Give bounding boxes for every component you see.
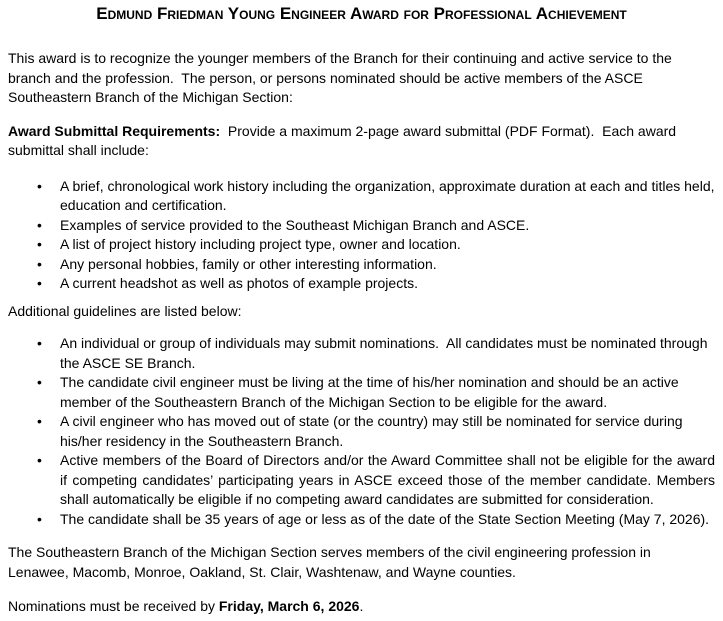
list-item: • The candidate shall be 35 years of age or less as of the date of the State Section Meeting (May 7, 2026). xyxy=(60,510,715,530)
list-item: • A list of project history including project type, owner and location. xyxy=(60,235,715,255)
list-item: • Any personal hobbies, family or other interesting information. xyxy=(60,255,715,275)
list-item: • Examples of service provided to the Southeast Michigan Branch and ASCE. xyxy=(60,216,715,236)
guidelines-intro: Additional guidelines are listed below: xyxy=(8,302,242,319)
list-item: • The candidate civil engineer must be living at the time of his/her nomination and should be an active member of the Southeastern Branch of the Michigan Section to be eligible for the award. xyxy=(60,373,715,412)
list-item: • A civil engineer who has moved out of state (or the country) may still be nominated for service during his/her residency in the Southeastern Branch. xyxy=(60,412,715,451)
intro-paragraph: This award is to recognize the younger members of the Branch for their continuing and active service to the branch and the profession. The person, or persons nominated should be active members of the ASCE Southeastern Branch of the Michigan Section: xyxy=(8,50,676,105)
list-item: • Active members of the Board of Directors and/or the Award Committee shall not be eligible for the award if competing candidates’ participating years in ASCE exceed those of the member candidate. Members shall automatically be eligible if no competing award candidates are submitted for consideration. xyxy=(60,451,715,510)
nominations-line xyxy=(8,597,715,617)
requirements-paragraph xyxy=(8,122,715,161)
requirements-label: Award Submittal Requirements: xyxy=(8,122,221,139)
list-item: • An individual or group of individuals may submit nominations. All candidates must be nominated through the ASCE SE Branch. xyxy=(60,334,715,373)
document-title: Edmund Friedman Young Engineer Award for Professional Achievement xyxy=(96,4,627,23)
nominations-date: Friday, March 6, 2026 xyxy=(218,598,360,614)
requirements-text: Provide a maximum 2-page award submittal (PDF Format). Each award submittal shall include: xyxy=(8,122,680,158)
guidelines-list xyxy=(8,334,715,529)
nominations-lead: Nominations must be received by xyxy=(8,598,219,614)
list-item: • A brief, chronological work history including the organization, approximate duration at each and titles held, education and certification. xyxy=(60,177,715,216)
list-item: • A current headshot as well as photos of example projects. xyxy=(60,274,715,294)
closing-paragraph: The Southeastern Branch of the Michigan Section serves members of the civil engineering profession in Lenawee, Macomb, Monroe, Oakland, St. Clair, Washtenaw, and Wayne counties. xyxy=(8,544,655,580)
nominations-period: . xyxy=(359,598,364,614)
submittal-list xyxy=(8,177,719,294)
